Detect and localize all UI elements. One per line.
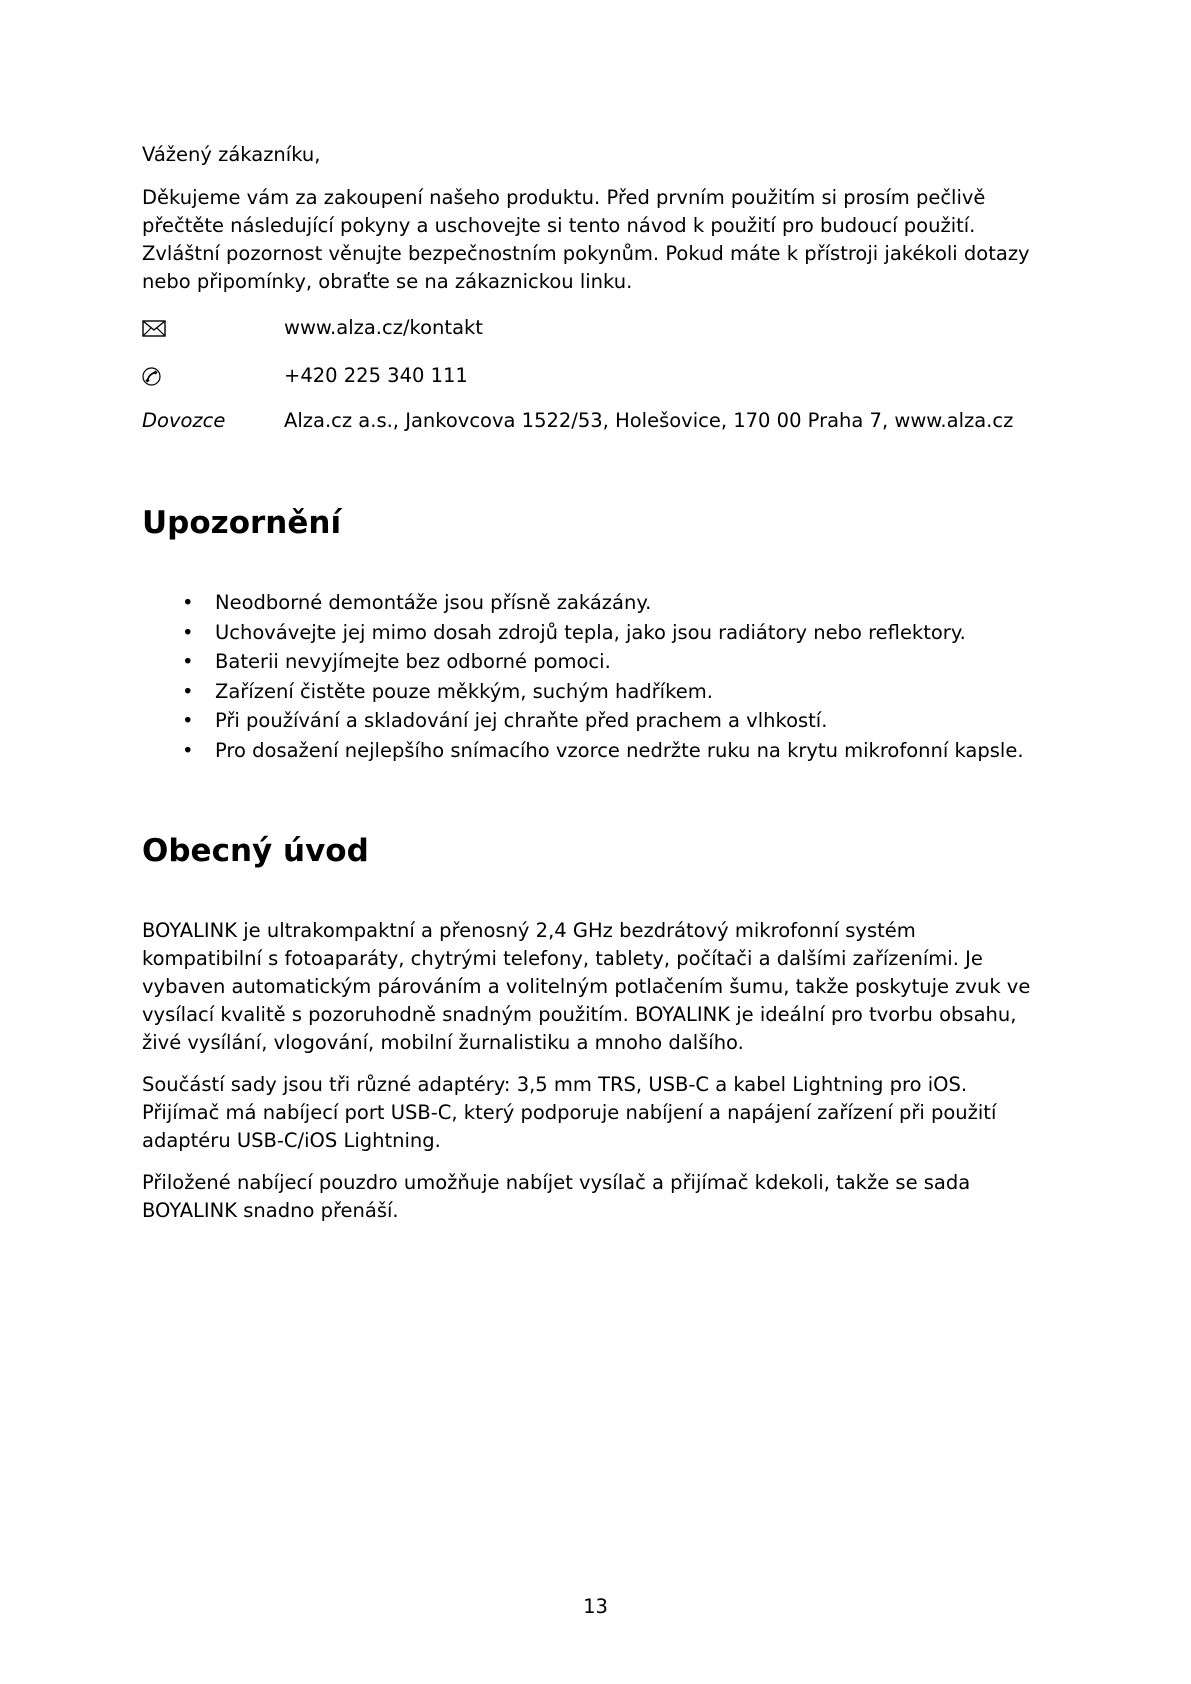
list-item: [142, 588, 1062, 618]
list-item-text: Při používání a skladování jej chraňte před prachem a vlhkostí.: [215, 709, 828, 732]
paragraph-line: živé vysílání, vlogování, mobilní žurnalistiku a mnoho dalšího.: [142, 1031, 744, 1054]
bullet-icon: •: [182, 738, 194, 762]
list-item: [142, 618, 1062, 648]
general-paragraph-1: [142, 917, 1062, 1057]
warnings-list: [142, 588, 1062, 765]
intro-line: Děkujeme vám za zakoupení našeho produktu. Před prvním použitím si prosím pečlivě: [142, 186, 986, 209]
general-paragraph-3: [142, 1169, 1062, 1225]
contact-phone-value: +420 225 340 111: [284, 364, 468, 387]
intro-paragraph: [142, 184, 1062, 296]
contact-phone-row: [142, 362, 1062, 390]
list-item: [142, 736, 1062, 766]
list-item-text: Baterii nevyjímejte bez odborné pomoci.: [215, 650, 611, 673]
greeting: Vážený zákazníku,: [142, 143, 321, 166]
list-item: [142, 706, 1062, 736]
paragraph-line: BOYALINK je ultrakompaktní a přenosný 2,4 GHz bezdrátový mikrofonní systém: [142, 919, 916, 942]
page-number: 13: [583, 1595, 608, 1618]
paragraph-line: vybaven automatickým párováním a volitelným potlačením šumu, takže poskytuje zvuk ve: [142, 975, 1031, 998]
envelope-icon: [142, 314, 166, 345]
intro-line: přečtěte následující pokyny a uschovejte si tento návod k použití pro budoucí použití.: [142, 214, 976, 237]
phone-icon: [142, 362, 161, 394]
list-item: [142, 647, 1062, 677]
list-item-text: Pro dosažení nejlepšího snímacího vzorce nedržte ruku na krytu mikrofonní kapsle.: [215, 738, 1024, 762]
list-item-text: Uchovávejte jej mimo dosah zdrojů tepla, jako jsou radiátory nebo reflektory.: [215, 620, 966, 644]
paragraph-line: Součástí sady jsou tři různé adaptéry: 3,5 mm TRS, USB-C a kabel Lightning pro iOS.: [142, 1073, 968, 1096]
contact-importer-row: [142, 407, 1062, 435]
intro-line: nebo připomínky, obraťte se na zákaznickou linku.: [142, 270, 633, 293]
bullet-icon: •: [182, 620, 194, 644]
general-heading: Obecný úvod: [142, 833, 369, 869]
paragraph-line: kompatibilní s fotoaparáty, chytrými telefony, tablety, počítači a dalšími zařízeními. Je: [142, 947, 983, 970]
paragraph-line: Přijímač má nabíjecí port USB-C, který podporuje nabíjení a napájení zařízení při použití: [142, 1101, 997, 1124]
general-paragraph-2: [142, 1071, 1062, 1155]
paragraph-line: BOYALINK snadno přenáší.: [142, 1199, 399, 1222]
importer-label: Dovozce: [142, 409, 226, 432]
intro-line: Zvláštní pozornost věnujte bezpečnostním pokynům. Pokud máte k přístroji jakékoli dotazy: [142, 242, 1030, 265]
list-item: [142, 677, 1062, 707]
warnings-heading: Upozornění: [142, 505, 342, 541]
importer-value: Alza.cz a.s., Jankovcova 1522/53, Holešovice, 170 00 Praha 7, www.alza.cz: [284, 409, 1014, 432]
bullet-icon: •: [182, 591, 194, 614]
list-item-text: Neodborné demontáže jsou přísně zakázány.: [215, 591, 652, 614]
paragraph-line: adaptéru USB-C/iOS Lightning.: [142, 1129, 441, 1152]
bullet-icon: •: [182, 650, 194, 673]
paragraph-line: vysílací kvalitě s pozoruhodně snadným použitím. BOYALINK je ideální pro tvorbu obsahu,: [142, 1003, 1017, 1026]
bullet-icon: •: [182, 709, 194, 732]
contact-email-row: [142, 314, 1062, 342]
list-item-text: Zařízení čistěte pouze měkkým, suchým hadříkem.: [215, 679, 713, 703]
paragraph-line: Přiložené nabíjecí pouzdro umožňuje nabíjet vysílač a přijímač kdekoli, takže se sada: [142, 1171, 971, 1194]
contact-email-value[interactable]: www.alza.cz/kontakt: [284, 316, 483, 339]
bullet-icon: •: [182, 679, 194, 703]
